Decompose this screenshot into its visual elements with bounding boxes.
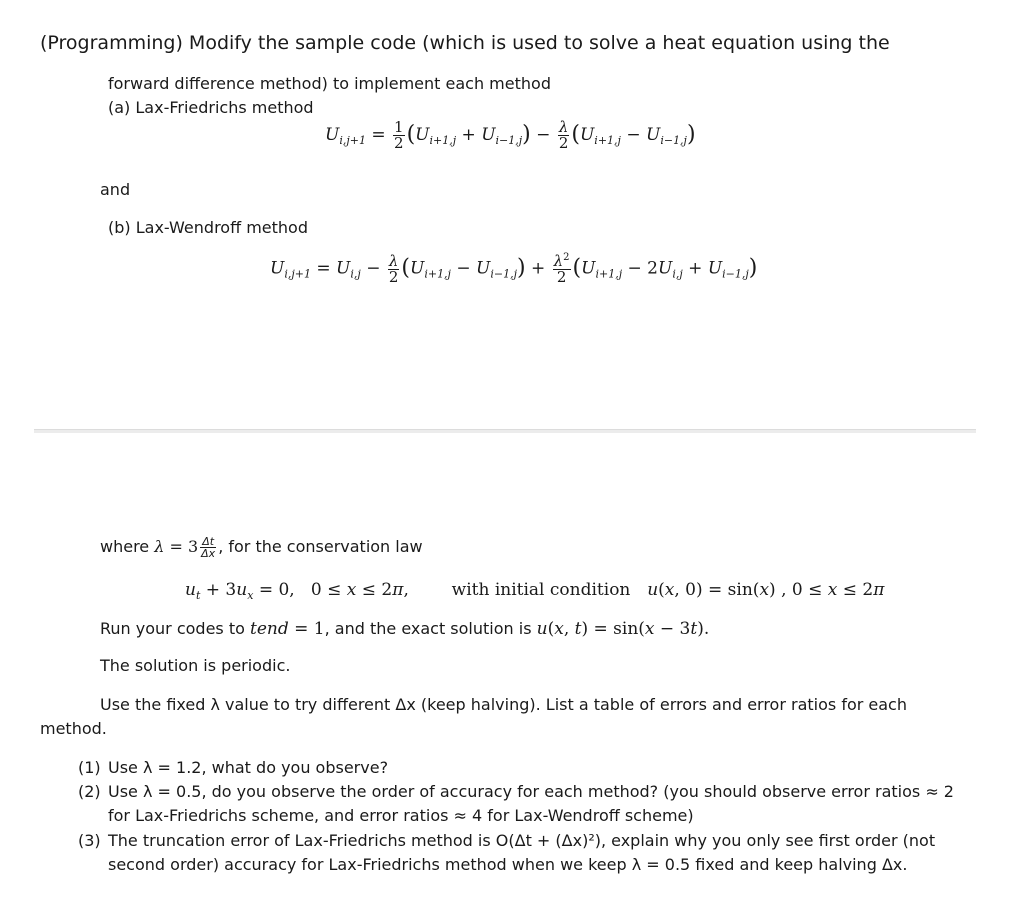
and-label: and bbox=[100, 180, 131, 199]
lax-friedrichs-equation: $U_{i,j+1}$ = $\frac{1}{2}$ $(U_{i+1,j} + U_{i-1,j})$ − $\frac{\lambda}{2}$ $(U_{i+1,j} - U_{i-1,j})$ bbox=[325, 118, 696, 152]
question-2-text-cont: for Lax-Friedrichs scheme, and error ratios ≈ 4 for Lax-Wendroff scheme) bbox=[108, 806, 694, 825]
lambda-definition: where λ = 3 $\frac{\Delta t}{\Delta x}$ , for the conservation law bbox=[100, 535, 423, 560]
question-2-text: Use λ = 0.5, do you observe the order of accuracy for each method? (you should observe error ratios ≈ 2 bbox=[108, 782, 954, 801]
question-3-number: (3) bbox=[78, 831, 101, 850]
fixed-lambda-instruction: Use the fixed λ value to try different Δx (keep halving). List a table of errors and error ratios for each bbox=[100, 695, 907, 714]
problem-intro: forward difference method) to implement each method bbox=[108, 74, 551, 93]
run-instructions: Run your codes to tend = 1, and the exact solution is u(x, t) = sin(x − 3t). bbox=[100, 619, 710, 639]
question-1-text: Use λ = 1.2, what do you observe? bbox=[108, 758, 389, 777]
periodic-note: The solution is periodic. bbox=[100, 656, 291, 675]
section-divider bbox=[34, 429, 976, 433]
question-3-text: The truncation error of Lax-Friedrichs method is O(Δt + (Δx)²), explain why you only see first order (not bbox=[108, 831, 936, 850]
problem-title: (Programming) Modify the sample code (which is used to solve a heat equation using the bbox=[40, 32, 890, 54]
method-a-label: (a) Lax-Friedrichs method bbox=[108, 98, 314, 117]
question-2-number: (2) bbox=[78, 782, 101, 801]
method-word: method. bbox=[40, 719, 107, 738]
method-b-label: (b) Lax-Wendroff method bbox=[108, 218, 308, 237]
question-1-number: (1) bbox=[78, 758, 101, 777]
conservation-law: $u_t + 3u_x = 0$, 0 ≤ x ≤ 2π, with initial condition u(x, 0) = sin(x) , 0 ≤ x ≤ 2π bbox=[185, 580, 885, 602]
initial-condition-label: with initial condition bbox=[451, 580, 631, 600]
lax-wendroff-equation: $U_{i,j+1} = U_{i,j}$ − $\frac{\lambda}{2}$ $(U_{i+1,j} - U_{i-1,j})$ + $\frac{\lambda^2}{2}$ $(U_{i+1,j} - 2U_{i,j} + U_{i-1,j})$ bbox=[270, 251, 758, 286]
question-3-text-cont: second order) accuracy for Lax-Friedrichs method when we keep λ = 0.5 fixed and keep halving Δx. bbox=[108, 855, 908, 874]
